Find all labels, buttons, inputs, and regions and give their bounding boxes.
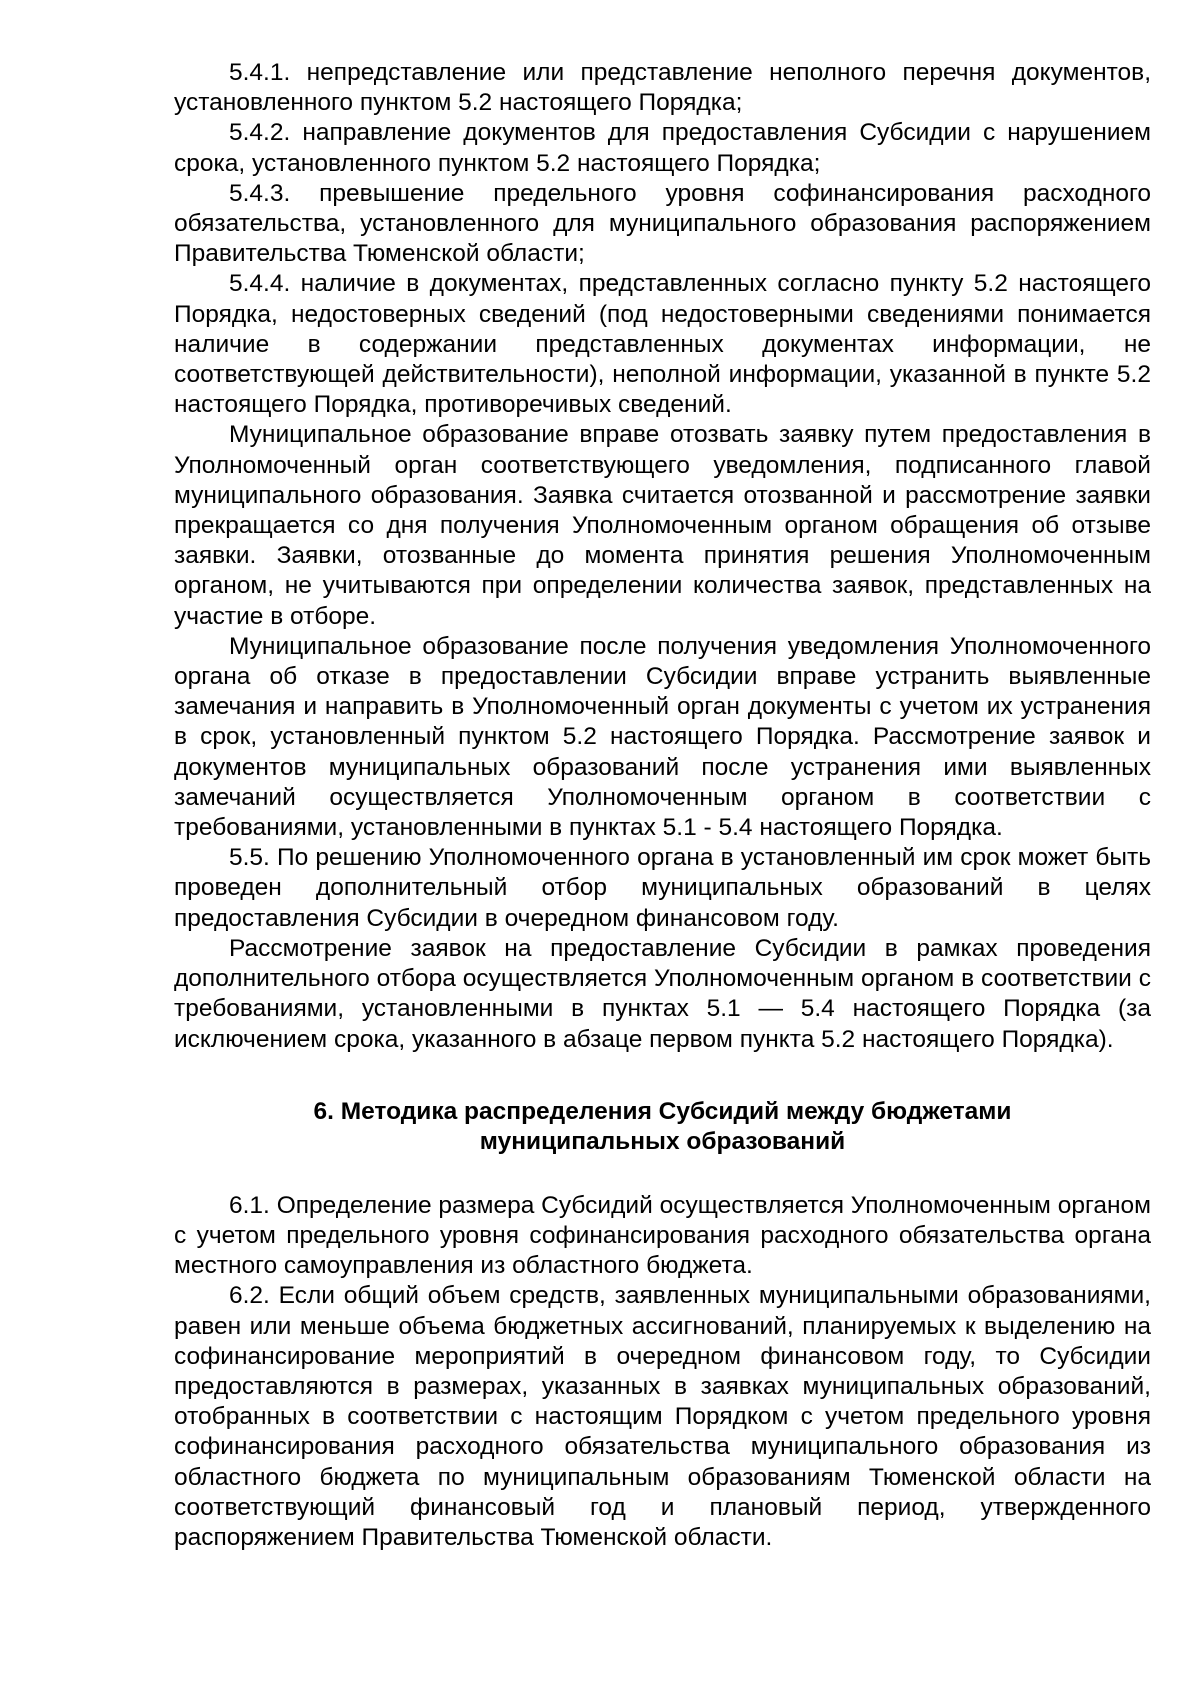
paragraph-resubmit-documents: Муниципальное образование после получения уведомления Уполномоченного органа об отказе в предоставлении Субсидии вправе устранить выявленные замечания и направить в Уполномоченный орган документы с учетом их устранения в срок, установленный пунктом 5.2 настоящего Порядка. Рассмотрение заявок и документов муниципальных образований после устранения ими выявленных замечаний осуществляется Уполномоченным органом в соответствии с требованиями, установленными в пунктах 5.1 - 5.4 настоящего Порядка.: [174, 632, 1151, 842]
paragraph-6-1: 6.1. Определение размера Субсидий осуществляется Уполномоченным органом с учетом предельного уровня софинансирования расходного обязательства органа местного самоуправления из областного бюджета.: [174, 1191, 1151, 1280]
section-6-heading-line2: муниципальных образований: [479, 1127, 846, 1155]
section-6-heading: [174, 1097, 1151, 1157]
paragraph-5-4-4: 5.4.4. наличие в документах, представленных согласно пункту 5.2 настоящего Порядка, недостоверных сведений (под недостоверными сведениями понимается наличие в содержании представленных документах информации, не соответствующей действительности), неполной информации, указанной в пункте 5.2 настоящего Порядка, противоречивых сведений.: [174, 270, 1151, 419]
paragraph-additional-selection: Рассмотрение заявок на предоставление Субсидии в рамках проведения дополнительного отбора осуществляется Уполномоченным органом в соответствии с требованиями, установленными в пунктах 5.1 — 5.4 настоящего Порядка (за исключением срока, указанного в абзаце первом пункта 5.2 настоящего Порядка).: [174, 934, 1151, 1053]
paragraph-5-4-3: 5.4.3. превышение предельного уровня софинансирования расходного обязательства, установленного для муниципального образования распоряжением Правительства Тюменской области;: [174, 179, 1151, 268]
paragraph-withdraw-application: Муниципальное образование вправе отозвать заявку путем предоставления в Уполномоченный орган соответствующего уведомления, подписанного главой муниципального образования. Заявка считается отозванной и рассмотрение заявки прекращается со дня получения Уполномоченным органом обращения об отзыве заявки. Заявки, отозванные до момента принятия решения Уполномоченным органом, не учитываются при определении количества заявок, представленных на участие в отборе.: [174, 421, 1151, 630]
paragraph-5-5: 5.5. По решению Уполномоченного органа в установленный им срок может быть проведен дополнительный отбор муниципальных образований в целях предоставления Субсидии в очередном финансовом году.: [174, 844, 1151, 932]
paragraph-5-4-1: 5.4.1. непредставление или представление неполного перечня документов, установленного пунктом 5.2 настоящего Порядка;: [174, 59, 1151, 117]
paragraph-5-4-2: 5.4.2. направление документов для предоставления Субсидии с нарушением срока, установленного пунктом 5.2 настоящего Порядка;: [174, 119, 1151, 177]
section-6-heading-line1: 6. Методика распределения Субсидий между бюджетами: [313, 1097, 1012, 1125]
document-page: [174, 58, 1151, 1553]
paragraph-6-2: 6.2. Если общий объем средств, заявленных муниципальными образованиями, равен или меньше объема бюджетных ассигнований, планируемых к выделению на софинансирование мероприятий в очередном финансовом году, то Субсидии предоставляются в размерах, указанных в заявках муниципальных образований, отобранных в соответствии с настоящим Порядком с учетом предельного уровня софинансирования расходного обязательства муниципального образования из областного бюджета по муниципальным образованиям Тюменской области на соответствующий финансовый год и плановый период, утвержденного распоряжением Правительства Тюменской области.: [174, 1282, 1151, 1551]
